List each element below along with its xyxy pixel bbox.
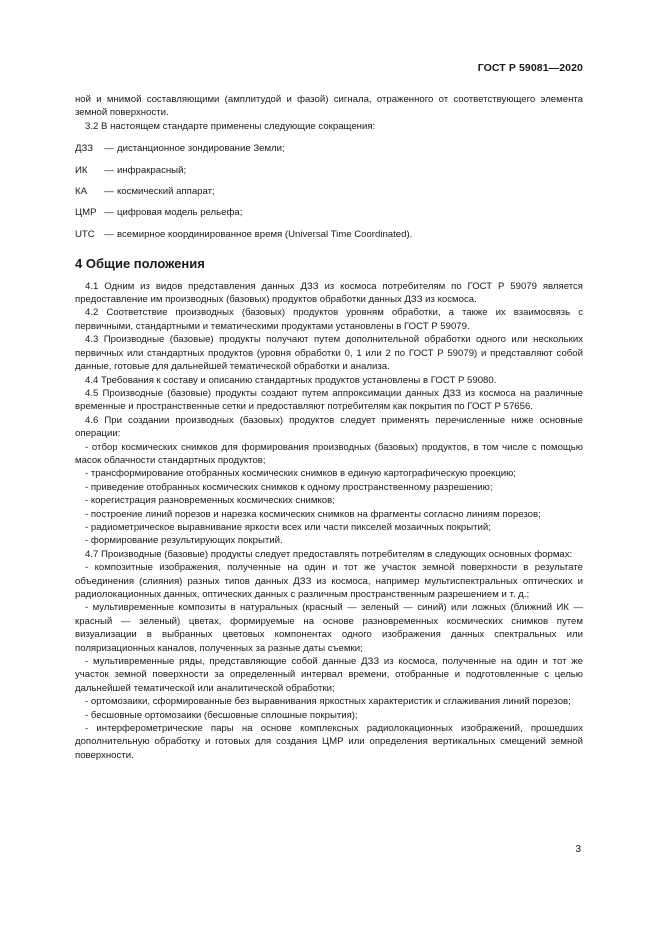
page-content: [75, 93, 583, 762]
abbreviation-term: ЦМР: [75, 207, 97, 219]
list-item: - мультивременные композиты в натуральных (красный — зеленый — синий) или ложных (ближний ИК — красный — зеленый) цветах, формируемые на основе разновременных космических снимков путем визуализации в выбранных цветовых компонентах одного изображения данных спектральных или поляризационных каналов, полученных за разные даты съемки;: [75, 602, 583, 654]
paragraph-4-7: 4.7 Производные (базовые) продукты следует предоставлять потребителям в следующих основных формах:: [85, 548, 573, 560]
abbreviation-definition: инфракрасный;: [117, 164, 187, 176]
abbreviation-term: ИК: [75, 164, 88, 176]
abbreviation-entry: [75, 164, 583, 177]
paragraph-4-3: 4.3 Производные (базовые) продукты получают путем дополнительной обработки одного или нескольких первичных или стандартных продуктов (уровня обработки 0, 1 или 2 по ГОСТ Р 59079) и представляют собой данные, готовые для дальнейшей тематической обработки и анализа.: [75, 334, 583, 373]
paragraph-4-2: 4.2 Соответствие производных (базовых) продуктов уровням обработки, а также их взаимосвязь с первичными, стандартными и тематическими продуктами установлены в ГОСТ Р 59079.: [75, 307, 583, 332]
list-item: - трансформирование отобранных космических снимков в единую картографическую проекцию;: [85, 468, 516, 480]
page-number: 3: [575, 844, 581, 855]
paragraph-4-4: 4.4 Требования к составу и описанию стандартных продуктов установлены в ГОСТ Р 59080.: [85, 374, 497, 386]
abbreviation-dash: —: [104, 164, 114, 176]
abbreviation-term: ДЗЗ: [75, 143, 94, 155]
list-item: - композитные изображения, полученные на один и тот же участок земной поверхности в результате объединения (слияния) разных типов данных ДЗЗ из космоса, например мультиспектральных оптических и радиолокационных данных, оптических данных с различным пространственным разрешением и т. д.;: [75, 562, 583, 600]
list-item: - отбор космических снимков для формирования производных (базовых) продуктов, в том числе с помощью масок облачности стандартных продуктов;: [75, 441, 583, 466]
list-item: - корегистрация разновременных космических снимков;: [85, 495, 335, 507]
standard-header: ГОСТ Р 59081—2020: [477, 62, 583, 74]
abbreviation-definition: дистанционное зондирование Земли;: [117, 143, 285, 155]
list-item: - радиометрическое выравнивание яркости всех или части пикселей мозаичных покрытий;: [85, 521, 491, 533]
abbreviation-entry: [75, 185, 583, 198]
list-item: - бесшовные ортомозаики (бесшовные сплошные покрытия);: [85, 709, 358, 721]
continuation-paragraph: ной и мнимой составляющими (амплитудой и фазой) сигнала, отраженного от соответствующего элемента земной поверхности.: [75, 94, 583, 119]
abbreviation-dash: —: [104, 207, 114, 219]
abbreviation-dash: —: [104, 186, 114, 198]
paragraph-4-1: 4.1 Одним из видов представления данных ДЗЗ из космоса потребителям по ГОСТ Р 59079 является предоставление им производных (базовых) продуктов обработки данных ДЗЗ из космоса.: [75, 280, 583, 306]
list-item: - мультивременные ряды, представляющие собой данные ДЗЗ из космоса, полученные на один и тот же участок земной поверхности за определенный интервал времени, отобранные и подготовленные с целью дальнейшей тематической или аналитической обработки;: [75, 656, 583, 694]
abbreviation-definition: всемирное координированное время (Universal Time Coordinated).: [117, 228, 413, 240]
abbreviation-definition: космический аппарат;: [117, 186, 215, 198]
abbreviation-dash: —: [104, 228, 114, 240]
abbreviation-entry: [75, 228, 583, 241]
abbreviation-dash: —: [104, 143, 114, 155]
section-title: 4 Общие положения: [75, 256, 205, 272]
abbreviation-term: КА: [75, 186, 87, 198]
paragraph-4-5: 4.5 Производные (базовые) продукты создают путем аппроксимации данных ДЗЗ из космоса на различные временные и пространственные сетки и предоставляют потребителям как покрытия по ГОСТ Р 57656.: [75, 387, 583, 413]
list-item: - интерферометрические пары на основе комплексных радиолокационных изображений, прошедших дополнительную обработку и готовых для создания ЦМР или определения вертикальных смещений земной поверхности.: [75, 723, 583, 761]
abbreviation-entry: [75, 206, 583, 219]
abbreviation-term: UTC: [75, 228, 95, 240]
abbreviation-entry: [75, 142, 583, 155]
list-item: - ортомозаики, сформированные без выравнивания яркостных характеристик и сглаживания линий порезов;: [85, 696, 571, 708]
paragraph-4-6: 4.6 При создании производных (базовых) продуктов следует применять перечисленные ниже основные операции:: [75, 414, 583, 440]
list-item: - построение линий порезов и нарезка космических снимков на фрагменты согласно линиям порезов;: [85, 508, 541, 520]
list-item: - приведение отобранных космических снимков к одному пространственному разрешению;: [85, 481, 493, 493]
abbreviations-intro: 3.2 В настоящем стандарте применены следующие сокращения:: [85, 120, 376, 132]
list-item: - формирование результирующих покрытий.: [85, 535, 283, 547]
abbreviation-definition: цифровая модель рельефа;: [117, 207, 243, 219]
